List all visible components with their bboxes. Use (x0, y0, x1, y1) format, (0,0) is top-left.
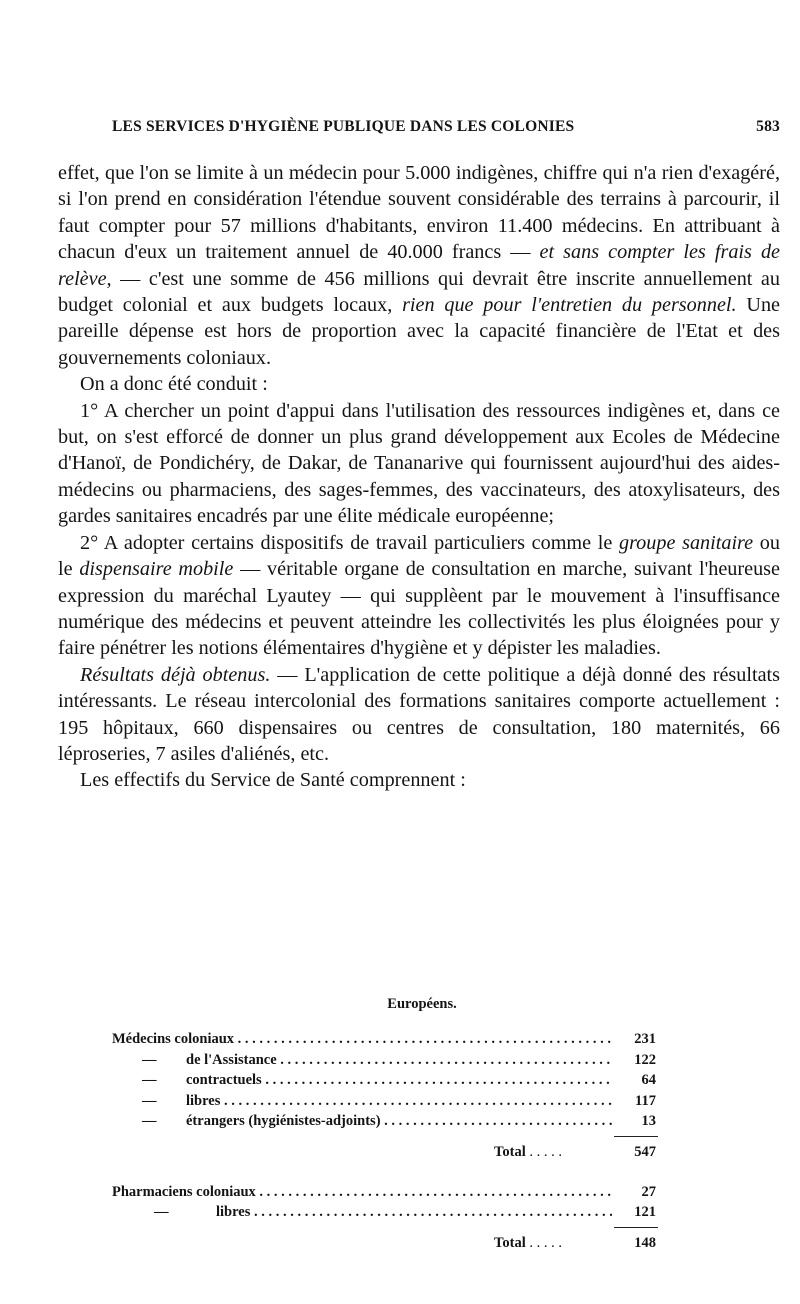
sum-rule (614, 1227, 658, 1228)
italic-run: et sans compter les frais de relève, (58, 241, 780, 290)
ditto-dash: — (142, 1092, 157, 1109)
ditto-dash: — (142, 1113, 157, 1129)
sum-rule (614, 1136, 658, 1137)
paragraph-conduit: On a donc été conduit : (80, 373, 268, 396)
italic-run: Résultats déjà obtenus. (80, 663, 271, 686)
row-value: 13 (616, 1113, 656, 1130)
text-run: 2° A adopter certains dispositifs de travail particuliers comme le (80, 531, 619, 554)
table-row (112, 1204, 672, 1225)
row-value: 122 (616, 1052, 656, 1069)
ditto-dash: — (142, 1051, 157, 1068)
ditto-dash: — (154, 1204, 169, 1220)
row-value: 27 (616, 1184, 656, 1201)
running-title: LES SERVICES D'HYGIÈNE PUBLIQUE DANS LES COLONIES (112, 118, 575, 135)
row-label: libres . . . (216, 1204, 612, 1221)
row-value: 231 (616, 1031, 656, 1048)
row-value: 117 (616, 1093, 656, 1110)
text-run: — L'application de cette politique a déjà donné des résultats intéressants. Le réseau intercolonial des formations sanitaires comporte actuellement : 195 hôpitaux, 660 dispensaires ou centres de consultation, 180 maternités, 66 léproseries, 7 asiles d'aliénés, etc. (58, 663, 780, 765)
italic-run: rien que pour l'entretien du personnel. (402, 294, 737, 317)
row-label: de l'Assistance . . . (186, 1052, 612, 1069)
row-label: contractuels . . . (186, 1072, 612, 1089)
italic-run: dispensaire mobile (79, 558, 234, 581)
row-label: étrangers (hygiénistes-adjoints) . . . (186, 1113, 612, 1130)
paragraph-point-2 (58, 530, 780, 662)
table-row (112, 1031, 672, 1052)
text-run: — c'est une somme de 456 millions qui devrait être inscrite annuellement au budget colonial et aux budgets locaux, (58, 267, 780, 317)
italic-run: groupe sanitaire (618, 531, 754, 554)
body-text (58, 160, 780, 794)
staff-table (112, 996, 672, 1257)
row-value: 64 (616, 1072, 656, 1089)
paragraph-effectifs: Les effectifs du Service de Santé comprennent : (80, 769, 466, 792)
row-label: Médecins coloniaux . . . (112, 1031, 612, 1048)
total-label: Total . . . (494, 1235, 562, 1252)
text-run: — véritable organe de consultation en marche, suivant l'heureuse expression du maréchal Lyautey — qui supplèent par le mouvement à l'insuffisance numérique des médecins et peuvent atteindre les collectivités les plus éloignées pour y faire pénétrer les notions élémentaires d'hygiène et y dépister les maladies. (58, 558, 780, 660)
paragraph-cost-estimate (58, 160, 780, 371)
row-label: Pharmaciens coloniaux . . . (112, 1184, 612, 1201)
table-row (112, 1113, 672, 1134)
running-header (112, 118, 780, 136)
table-row (112, 1052, 672, 1073)
table-caption: Européens. (387, 996, 457, 1012)
total-row (112, 1140, 672, 1166)
total-value: 547 (616, 1144, 656, 1161)
paragraph-results (58, 662, 780, 768)
ditto-dash: — (142, 1072, 157, 1088)
paragraph-point-1: 1° A chercher un point d'appui dans l'utilisation des ressources indigènes et, dans ce but, on s'est efforcé de donner un plus grand développement aux Ecoles de Médecine d'Hanoï, de Pondichéry, de Dakar, de Tananarive qui fournissent aujourd'hui des aides-médecins ou pharmaciens, des sages-femmes, des vaccinateurs, des atoxylisateurs, des gardes sanitaires encadrés par une élite médicale européenne; (58, 399, 780, 528)
total-value: 148 (616, 1235, 656, 1252)
total-row (112, 1231, 672, 1257)
text-run: effet, que l'on se limite à un médecin pour 5.000 indigènes, chiffre qui n'a rien d'exagéré, si l'on prend en considération l'étendue souvent considérable des terrains à parcourir, il faut compter pour 57 millions d'habitants, environ 11.400 médecins. En attribuant à chacun d'eux un traitement annuel de 40.000 francs — (58, 162, 780, 264)
total-label: Total . . . (494, 1144, 562, 1161)
row-value: 121 (616, 1204, 656, 1221)
table-row (112, 1072, 672, 1093)
text-run: Une pareille dépense est hors de proportion avec la capacité financière de l'Etat et des gouvernements coloniaux. (58, 294, 780, 369)
table-row (112, 1184, 672, 1205)
text-run: ou le (58, 531, 780, 581)
row-label: libres . . . (186, 1093, 612, 1110)
table-row (112, 1093, 672, 1114)
page-number: 583 (756, 118, 780, 135)
